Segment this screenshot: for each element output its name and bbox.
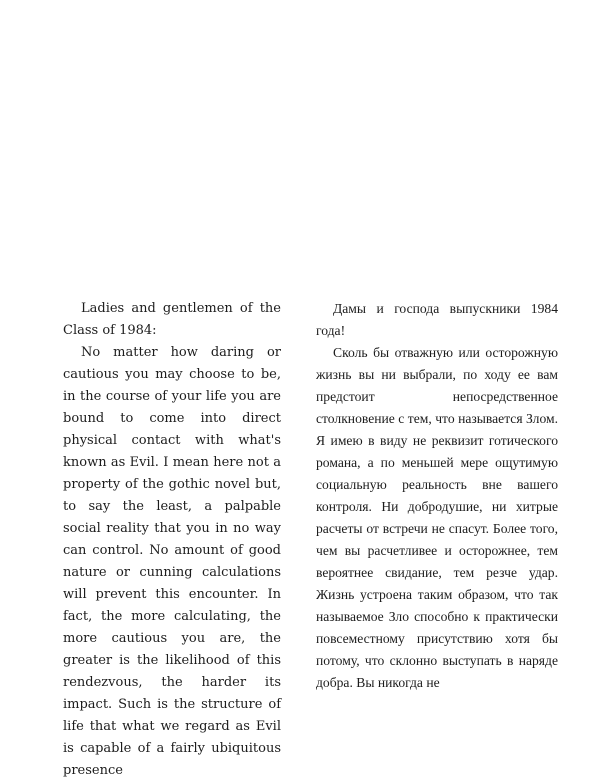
- russian-salutation: Дамы и господа выпускники 1984 года!: [316, 301, 558, 338]
- english-column: [63, 298, 281, 782]
- english-salutation: Ladies and gentlemen of the Class of 1984:: [63, 301, 281, 338]
- english-body-paragraph: No matter how daring or cautious you may choose to be, in the course of your life you are bound to come into direct physical contact with what's known as Evil. I mean here not a property of the gothic novel but, to say the least, a palpable social reality that you in no way can control. No amount of good nature or cunning calculations will prevent this encounter. In fact, the more calculating, the more cautious you are, the greater is the likelihood of this rendezvous, the harder its impact. Such is the structure of life that what we regard as Evil is capable of a fairly ubiquitous presence: [63, 345, 281, 778]
- russian-column: [316, 298, 558, 694]
- russian-body-paragraph: Сколь бы отважную или осторожную жизнь вы ни выбрали, по ходу ее вам предстоит непосредственное столкновение с тем, что называется Злом. Я имею в виду не реквизит готического романа, а по меньшей мере ощутимую социальную реальность вне вашего контроля. Ни добродушие, ни хитрые расчеты от встречи не спасут. Более того, чем вы расчетливее и осторожнее, тем вероятнее свидание, тем резче удар. Жизнь устроена таким образом, что так называемое Зло способно к практически повсеместному присутствию хотя бы потому, что склонно выступать в наряде добра. Вы никогда не: [316, 345, 558, 690]
